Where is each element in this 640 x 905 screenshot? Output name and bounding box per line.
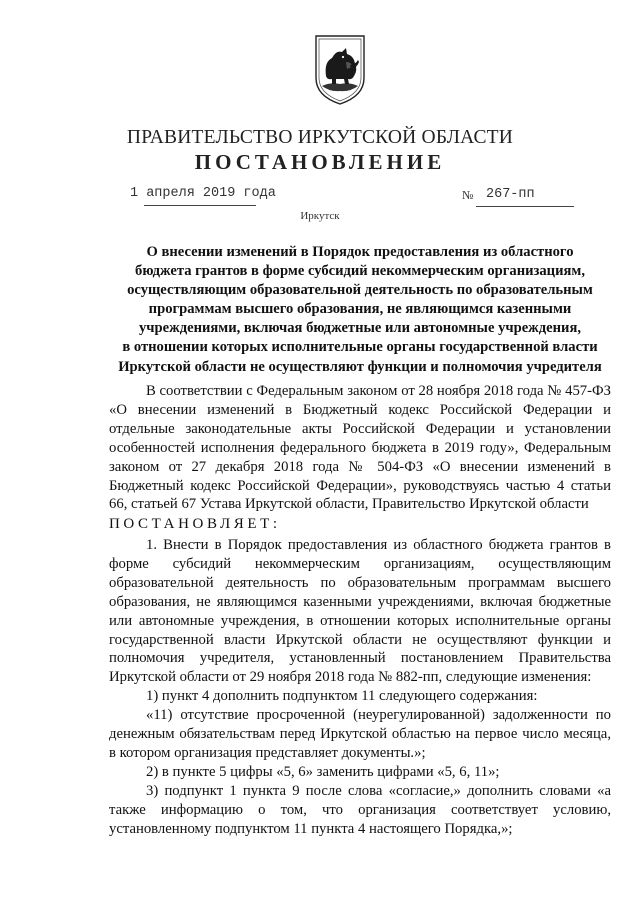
document-type-title: ПОСТАНОВЛЕНИЕ — [194, 150, 446, 174]
amendment-paragraph: 3) подпункт 1 пункта 9 после слова «согласие,» дополнить словами «а также информацию о том, что организация соответствует условию, установленному подпунктом 11 пункта 4 настоящего Порядка,»; — [109, 782, 611, 837]
heading-line: осуществляющим образовательной деятельность по образовательным — [127, 282, 593, 299]
number-underline — [476, 206, 574, 207]
irkutsk-coat-of-arms-emblem — [312, 32, 368, 106]
decree-word: ПОСТАНОВЛЯЕТ: — [109, 516, 281, 532]
preamble-block — [109, 382, 611, 514]
date-underline — [144, 205, 256, 206]
city-name: Иркутск — [300, 210, 340, 222]
document-date-block — [130, 186, 276, 201]
preamble-paragraph: В соответствии с Федеральным законом от 28 ноября 2018 года № 457-ФЗ «О внесении изменений в Бюджетный кодекс Российской Федерации и отдельные законодательные акты Российской Федерации и установлении особенностей исполнения федерального бюджета в 2019 году», Федеральным законом от 27 декабря 2018 года № 504-ФЗ «О внесении изменений в Бюджетный кодекс Российской Федерации», руководствуясь частью 4 статьи 66, статьей 67 Устава Иркутской области, Правительство Иркутской области — [109, 383, 611, 513]
document-number: 267-пп — [486, 187, 535, 202]
heading-line: программам высшего образования, не являющимся казенными — [148, 301, 572, 318]
heading-line: учреждениями, включая бюджетные или автономные учреждения, — [139, 320, 581, 337]
document-date: 1 апреля 2019 года — [130, 186, 276, 201]
heading-line: О внесении изменений в Порядок предоставления из областного — [146, 244, 574, 260]
heading-line: в отношении которых исполнительные органы государственной власти — [122, 339, 598, 356]
heading-line: бюджета грантов в форме субсидий некоммерческим организациям, — [135, 263, 585, 280]
amendment-paragraph: «11) отсутствие просроченной (неурегулированной) задолженности по денежным обязательствам перед Иркутской областью на первое число месяца, в котором организация представляет документы.»; — [109, 707, 611, 761]
amendment-paragraph: 1. Внести в Порядок предоставления из областного бюджета грантов в форме субсидий некоммерческим организациям, осуществляющим образовательной деятельность по образовательным программам высшего образования, не являющимся казенными учреждениями, включая бюджетные или автономные учреждения, в отношении которых исполнительные органы государственной власти Иркутской области не осуществляют функции и полномочия учредителя, установленный постановлением Правительства Иркутской области от 29 ноября 2018 года № 882-пп, следующие изменения: — [109, 537, 611, 686]
amendment-paragraph: 2) в пункте 5 цифры «5, 6» заменить цифрами «5, 6, 11»; — [146, 763, 500, 780]
number-sign: № — [462, 188, 474, 202]
government-name: ПРАВИТЕЛЬСТВО ИРКУТСКОЙ ОБЛАСТИ — [126, 127, 514, 148]
amendment-paragraph: 1) пункт 4 дополнить подпунктом 11 следующего содержания: — [146, 688, 538, 705]
resolution-heading — [109, 243, 611, 377]
amendments-block — [109, 536, 611, 839]
heading-line: Иркутской области не осуществляют функции и полномочия учредителя — [118, 358, 602, 375]
